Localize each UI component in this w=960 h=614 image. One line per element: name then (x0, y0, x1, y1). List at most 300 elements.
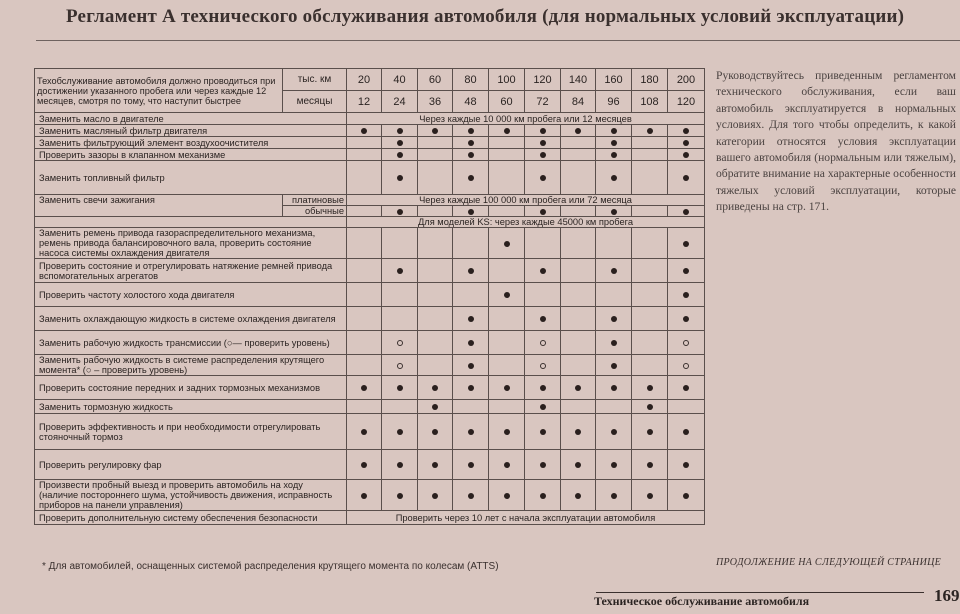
service-dot (575, 128, 581, 134)
task-label: Заменить рабочую жидкость трансмиссии (○— проверить уровень) (35, 331, 347, 355)
mark-cell (561, 137, 596, 149)
mark-cell (489, 161, 525, 195)
mark-cell (347, 228, 382, 259)
table-row (35, 400, 705, 414)
service-dot (397, 429, 403, 435)
service-dot (432, 493, 438, 499)
service-dot (540, 175, 546, 181)
mark-cell (596, 376, 632, 400)
mark-cell (668, 259, 705, 283)
mark-cell (453, 480, 489, 511)
km-value: 20 (347, 69, 382, 91)
mark-cell (489, 355, 525, 376)
km-value: 200 (668, 69, 705, 91)
service-dot (575, 385, 581, 391)
task-label: Проверить дополнительную систему обеспечения безопасности (35, 511, 347, 525)
service-dot (540, 128, 546, 134)
task-label: Заменить фильтрующий элемент воздухоочистителя (35, 137, 347, 149)
mark-cell (596, 161, 632, 195)
mark-cell (525, 376, 561, 400)
service-dot (647, 404, 653, 410)
mark-cell (382, 355, 418, 376)
mark-cell (347, 161, 382, 195)
service-dot (575, 493, 581, 499)
mark-cell (453, 355, 489, 376)
service-dot (468, 363, 474, 369)
km-value: 120 (525, 69, 561, 91)
mark-cell (596, 206, 632, 217)
task-label: Заменить ремень привода газораспределительного механизма, ремень привода балансировочного вала, проверить состояние насоса системы охлаждения двигателя (35, 228, 347, 259)
service-dot (432, 128, 438, 134)
mark-cell (525, 307, 561, 331)
mark-cell (347, 355, 382, 376)
mark-cell (561, 283, 596, 307)
service-dot (504, 241, 510, 247)
service-dot (683, 175, 689, 181)
mark-cell (632, 149, 668, 161)
page-number: 169 (934, 586, 960, 605)
mark-cell (418, 161, 453, 195)
task-label: Проверить состояние передних и задних тормозных механизмов (35, 376, 347, 400)
mark-cell (525, 355, 561, 376)
mark-cell (632, 307, 668, 331)
table-row (35, 331, 705, 355)
mark-cell (632, 414, 668, 450)
task-label: Заменить рабочую жидкость в системе распределения крутящего момента* (○ – проверить уровень) (35, 355, 347, 376)
month-value: 60 (489, 91, 525, 113)
interval-note: Через каждые 10 000 км пробега или 12 месяцев (347, 113, 705, 125)
mark-cell (525, 283, 561, 307)
service-dot (361, 493, 367, 499)
footer-caption: Техническое обслуживание автомобиля (594, 594, 810, 608)
month-value: 48 (453, 91, 489, 113)
table-row (35, 450, 705, 480)
table-row (35, 217, 705, 228)
service-dot (647, 128, 653, 134)
mark-cell (489, 283, 525, 307)
footnote: * Для автомобилей, оснащенных системой распределения крутящего момента по колесам (ATTS) (42, 561, 499, 572)
table-row (35, 137, 705, 149)
task-label: Заменить масло в двигателе (35, 113, 347, 125)
mark-cell (453, 283, 489, 307)
table-row (35, 511, 705, 525)
mark-cell (668, 137, 705, 149)
mark-cell (561, 450, 596, 480)
page-title: Регламент А технического обслуживания автомобиля (для нормальных условий эксплуатации) (66, 6, 905, 27)
mark-cell (453, 259, 489, 283)
mark-cell (561, 414, 596, 450)
service-dot (611, 340, 617, 346)
task-label: Заменить масляный фильтр двигателя (35, 125, 347, 137)
mark-cell (382, 259, 418, 283)
service-dot (611, 268, 617, 274)
mark-cell (596, 331, 632, 355)
mark-cell (632, 400, 668, 414)
header-row-km (35, 69, 705, 91)
mark-cell (489, 307, 525, 331)
mark-cell (382, 376, 418, 400)
mark-cell (418, 259, 453, 283)
mark-cell (418, 450, 453, 480)
mark-cell (453, 137, 489, 149)
mark-cell (453, 228, 489, 259)
service-dot (647, 385, 653, 391)
service-dot (540, 385, 546, 391)
service-dot (540, 140, 546, 146)
mark-cell (418, 400, 453, 414)
mark-cell (489, 259, 525, 283)
task-label: Заменить топливный фильтр (35, 161, 347, 195)
km-value: 80 (453, 69, 489, 91)
service-dot (432, 404, 438, 410)
mark-cell (561, 149, 596, 161)
service-dot (540, 152, 546, 158)
km-value: 140 (561, 69, 596, 91)
mark-cell (525, 331, 561, 355)
service-dot (540, 404, 546, 410)
service-dot (432, 385, 438, 391)
service-dot (611, 493, 617, 499)
mark-cell (561, 206, 596, 217)
mark-cell (596, 283, 632, 307)
blank-cell (35, 217, 347, 228)
service-dot (683, 385, 689, 391)
mark-cell (347, 125, 382, 137)
mark-cell (561, 400, 596, 414)
mark-cell (632, 376, 668, 400)
table-row (35, 376, 705, 400)
mark-cell (596, 228, 632, 259)
mark-cell (347, 283, 382, 307)
task-label: Проверить эффективность и при необходимости отрегулировать стояночный тормоз (35, 414, 347, 450)
service-dot (397, 128, 403, 134)
km-value: 60 (418, 69, 453, 91)
mark-cell (347, 331, 382, 355)
mark-cell (596, 480, 632, 511)
month-value: 108 (632, 91, 668, 113)
month-value: 84 (561, 91, 596, 113)
mark-cell (382, 414, 418, 450)
check-ring (683, 340, 689, 346)
service-dot (504, 493, 510, 499)
mark-cell (668, 450, 705, 480)
check-ring (540, 340, 546, 346)
mark-cell (596, 355, 632, 376)
service-dot (504, 385, 510, 391)
service-dot (504, 128, 510, 134)
table-row (35, 259, 705, 283)
mark-cell (561, 355, 596, 376)
mark-cell (382, 450, 418, 480)
mark-cell (347, 400, 382, 414)
mark-cell (632, 480, 668, 511)
mark-cell (453, 149, 489, 161)
mark-cell (561, 307, 596, 331)
mark-cell (632, 161, 668, 195)
interval-note: Проверить через 10 лет с начала эксплуатации автомобиля (347, 511, 705, 525)
mark-cell (632, 450, 668, 480)
mark-cell (525, 450, 561, 480)
service-dot (468, 493, 474, 499)
service-dot (397, 140, 403, 146)
mark-cell (668, 480, 705, 511)
mark-cell (525, 149, 561, 161)
service-dot (647, 429, 653, 435)
mark-cell (668, 206, 705, 217)
mark-cell (668, 400, 705, 414)
table-row (35, 149, 705, 161)
mark-cell (632, 355, 668, 376)
mark-cell (418, 283, 453, 307)
mark-cell (632, 125, 668, 137)
service-dot (683, 128, 689, 134)
mark-cell (489, 137, 525, 149)
continued-label: ПРОДОЛЖЕНИЕ НА СЛЕДУЮЩЕЙ СТРАНИЦЕ (716, 557, 942, 568)
month-value: 24 (382, 91, 418, 113)
mark-cell (418, 125, 453, 137)
mark-cell (489, 450, 525, 480)
mark-cell (382, 400, 418, 414)
service-dot (611, 175, 617, 181)
task-label: Проверить частоту холостого хода двигателя (35, 283, 347, 307)
mark-cell (489, 228, 525, 259)
mark-cell (453, 307, 489, 331)
service-dot (683, 316, 689, 322)
mark-cell (489, 400, 525, 414)
service-dot (575, 429, 581, 435)
service-dot (611, 140, 617, 146)
service-dot (540, 493, 546, 499)
mark-cell (453, 376, 489, 400)
mark-cell (418, 307, 453, 331)
mark-cell (347, 414, 382, 450)
service-dot (647, 493, 653, 499)
mark-cell (347, 259, 382, 283)
service-dot (647, 462, 653, 468)
mark-cell (453, 161, 489, 195)
mark-cell (596, 125, 632, 137)
mark-cell (453, 450, 489, 480)
task-label: Проверить регулировку фар (35, 450, 347, 480)
km-value: 100 (489, 69, 525, 91)
mark-cell (418, 480, 453, 511)
service-dot (397, 385, 403, 391)
mark-cell (418, 206, 453, 217)
task-text: Заменить свечи зажигания (39, 195, 155, 205)
mark-cell (382, 283, 418, 307)
service-dot (432, 429, 438, 435)
service-dot (504, 429, 510, 435)
header-task-cell: Техобслуживание автомобиля должно проводиться при достижении указанного пробега или через каждые 12 месяцев, смотря по тому, что наступит быстрее (35, 69, 283, 113)
service-dot (683, 241, 689, 247)
mark-cell (668, 228, 705, 259)
ks-interval-note: Для моделей KS: через каждые 45000 км пробега (347, 217, 705, 228)
mark-cell (382, 206, 418, 217)
mark-cell (561, 259, 596, 283)
month-value: 96 (596, 91, 632, 113)
service-dot (468, 140, 474, 146)
table-row (35, 125, 705, 137)
title-divider (36, 40, 960, 41)
service-dot (468, 175, 474, 181)
table-row (35, 480, 705, 511)
table-row (35, 195, 705, 206)
task-label: Проверить зазоры в клапанном механизме (35, 149, 347, 161)
service-dot (361, 462, 367, 468)
service-dot (432, 462, 438, 468)
mark-cell (489, 480, 525, 511)
mark-cell (632, 331, 668, 355)
table-row (35, 307, 705, 331)
mark-cell (596, 414, 632, 450)
check-ring (683, 363, 689, 369)
service-dot (468, 340, 474, 346)
spark-regular-label: обычные (283, 206, 347, 217)
service-dot (540, 316, 546, 322)
mark-cell (489, 376, 525, 400)
mark-cell (668, 414, 705, 450)
mark-cell (382, 228, 418, 259)
mark-cell (382, 331, 418, 355)
mark-cell (382, 480, 418, 511)
mark-cell (382, 137, 418, 149)
service-dot (504, 462, 510, 468)
check-ring (397, 363, 403, 369)
service-dot (361, 128, 367, 134)
service-dot (468, 429, 474, 435)
mark-cell (668, 283, 705, 307)
month-value: 36 (418, 91, 453, 113)
service-dot (575, 462, 581, 468)
unit-months: месяцы (283, 91, 347, 113)
mark-cell (596, 137, 632, 149)
mark-cell (418, 137, 453, 149)
mark-cell (525, 228, 561, 259)
service-dot (468, 268, 474, 274)
service-dot (611, 316, 617, 322)
maintenance-schedule-table-wrap (34, 68, 705, 525)
mark-cell (489, 149, 525, 161)
service-dot (397, 209, 403, 215)
mark-cell (668, 307, 705, 331)
service-dot (611, 152, 617, 158)
km-value: 160 (596, 69, 632, 91)
service-dot (611, 385, 617, 391)
table-row (35, 228, 705, 259)
service-dot (683, 462, 689, 468)
mark-cell (632, 228, 668, 259)
mark-cell (347, 206, 382, 217)
sidebar-note: Руководствуйтесь приведенным регламентом технического обслуживания, если ваш автомобиль эксплуатируется в нормальных условиях. Для того чтобы определить, к какой категории относятся условия эксплуатации вашего автомобиля (нормальным или тяжелым), обратите внимание на характерные особенности тяжелых условий эксплуатации, которые приведены на стр. 171. (716, 69, 956, 214)
service-dot (683, 493, 689, 499)
table-row (35, 161, 705, 195)
service-dot (683, 268, 689, 274)
mark-cell (596, 259, 632, 283)
maintenance-schedule-table (34, 68, 705, 525)
mark-cell (347, 307, 382, 331)
mark-cell (418, 331, 453, 355)
mark-cell (347, 137, 382, 149)
mark-cell (561, 331, 596, 355)
unit-km: тыс. км (283, 69, 347, 91)
mark-cell (596, 400, 632, 414)
mark-cell (525, 161, 561, 195)
service-dot (468, 128, 474, 134)
mark-cell (453, 125, 489, 137)
month-value: 120 (668, 91, 705, 113)
mark-cell (525, 259, 561, 283)
platinum-interval-note: Через каждые 100 000 км пробега или 72 месяца (347, 195, 705, 206)
service-dot (540, 462, 546, 468)
mark-cell (561, 376, 596, 400)
service-dot (397, 493, 403, 499)
mark-cell (561, 125, 596, 137)
mark-cell (632, 137, 668, 149)
mark-cell (668, 376, 705, 400)
mark-cell (668, 355, 705, 376)
mark-cell (418, 228, 453, 259)
mark-cell (347, 149, 382, 161)
check-ring (540, 363, 546, 369)
mark-cell (525, 125, 561, 137)
month-value: 72 (525, 91, 561, 113)
service-dot (683, 209, 689, 215)
footer-divider (596, 592, 924, 593)
task-label: Проверить состояние и отрегулировать натяжение ремней привода вспомогательных агрегатов (35, 259, 347, 283)
mark-cell (489, 331, 525, 355)
mark-cell (347, 480, 382, 511)
mark-cell (525, 414, 561, 450)
mark-cell (668, 149, 705, 161)
mark-cell (561, 480, 596, 511)
service-dot (397, 152, 403, 158)
service-dot (611, 128, 617, 134)
mark-cell (347, 376, 382, 400)
task-label: Произвести пробный выезд и проверить автомобиль на ходу (наличие постороннего шума, устойчивость движения, исправность приборов на панели управления) (35, 480, 347, 511)
table-row (35, 283, 705, 307)
mark-cell (418, 376, 453, 400)
mark-cell (382, 307, 418, 331)
service-dot (397, 175, 403, 181)
service-dot (468, 316, 474, 322)
mark-cell (668, 125, 705, 137)
mark-cell (382, 125, 418, 137)
service-dot (611, 462, 617, 468)
service-dot (611, 209, 617, 215)
mark-cell (525, 400, 561, 414)
mark-cell (418, 149, 453, 161)
mark-cell (347, 450, 382, 480)
task-label (35, 195, 283, 217)
mark-cell (596, 149, 632, 161)
service-dot (683, 152, 689, 158)
service-dot (397, 462, 403, 468)
mark-cell (525, 480, 561, 511)
mark-cell (489, 125, 525, 137)
mark-cell (418, 355, 453, 376)
service-dot (361, 385, 367, 391)
service-dot (540, 209, 546, 215)
km-value: 40 (382, 69, 418, 91)
service-dot (361, 429, 367, 435)
table-row (35, 414, 705, 450)
mark-cell (489, 414, 525, 450)
service-dot (397, 268, 403, 274)
spark-platinum-label: платиновые (283, 195, 347, 206)
service-dot (468, 152, 474, 158)
service-dot (468, 385, 474, 391)
service-dot (683, 429, 689, 435)
